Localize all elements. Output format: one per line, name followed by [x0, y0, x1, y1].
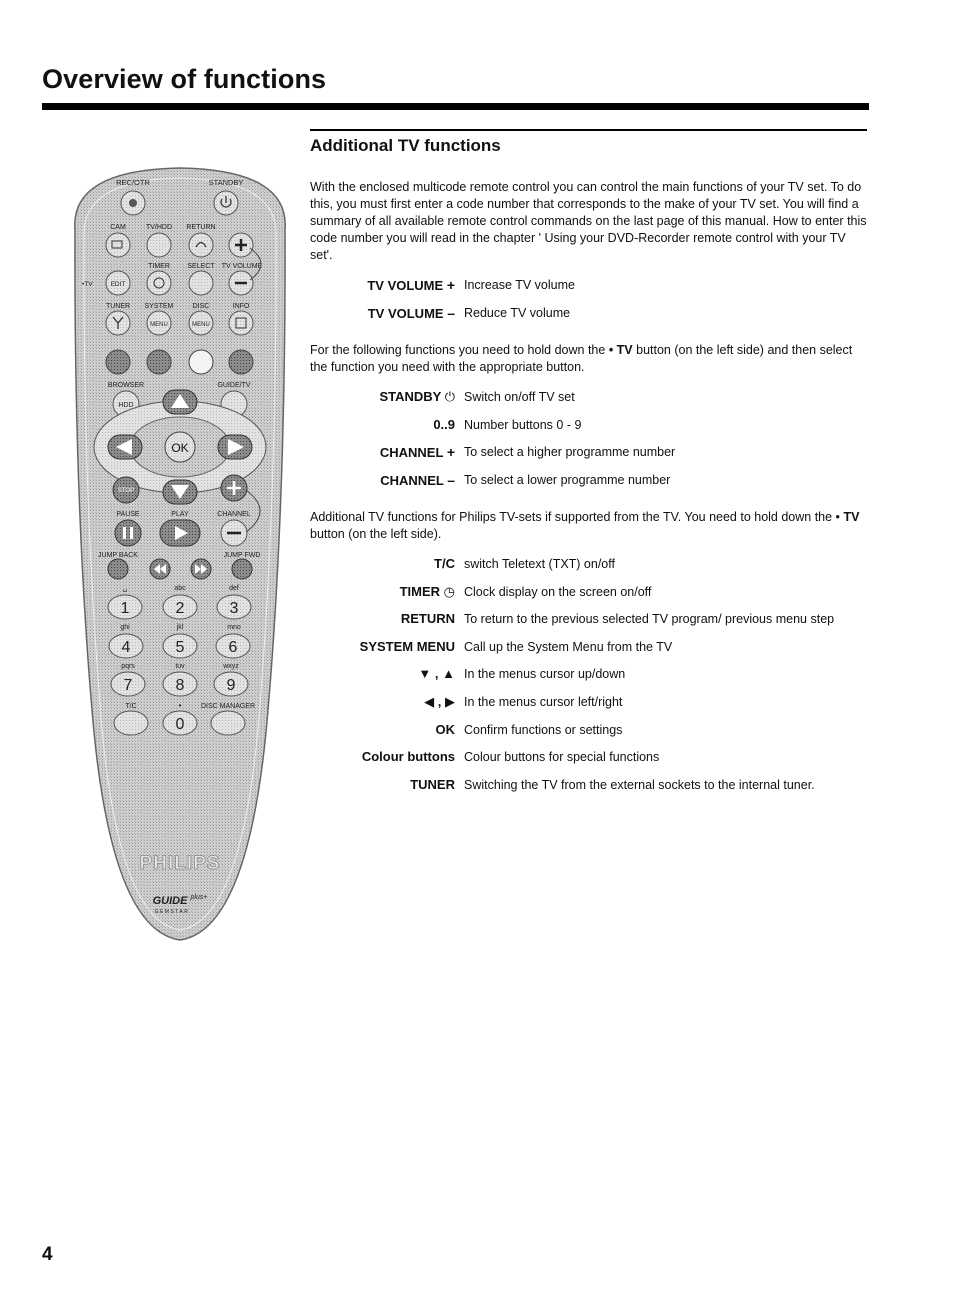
- timer-button: [147, 271, 171, 295]
- cursor-up-down-icon: ▼ , ▲: [418, 666, 455, 681]
- plus-icon: +: [446, 444, 455, 460]
- function-desc: Reduce TV volume: [464, 306, 571, 320]
- svg-text:wxyz: wxyz: [223, 663, 239, 670]
- function-row: [300, 693, 870, 713]
- function-desc: To select a lower programme number: [464, 473, 671, 487]
- function-key: TV VOLUME –: [367, 305, 455, 321]
- function-desc: switch Teletext (TXT) on/off: [464, 557, 615, 571]
- function-desc: Clock display on the screen on/off: [464, 585, 652, 599]
- svg-text:9: 9: [226, 677, 236, 694]
- remote-control-illustration: [60, 150, 300, 950]
- svg-text:2: 2: [175, 600, 185, 617]
- tv-hdd-button: [147, 233, 171, 257]
- svg-text:DISC: DISC: [192, 303, 210, 310]
- disc-manager-button: [211, 711, 245, 735]
- intro-paragraph: With the enclosed multicode remote control you can control the main functions of your TV set. To do this, you must first enter a code number that corresponds to the make of your TV set. You will find a summary of all available remote control commands on the last page of this manual. How to enter this code number you will read in the chapter ' Using your DVD-Recorder remote control with your TV set'.: [310, 180, 867, 262]
- philips-tv-note: Additional TV functions for Philips TV-sets if supported from the TV. You need to hold down the • TV button (on the left side).: [310, 510, 860, 541]
- svg-text:def: def: [229, 585, 239, 592]
- svg-text:GEMSTAR: GEMSTAR: [154, 909, 190, 915]
- svg-text:•: •: [178, 701, 182, 710]
- function-key: CHANNEL +: [379, 444, 455, 460]
- svg-text:MENU: MENU: [192, 322, 210, 328]
- function-row: [300, 665, 870, 685]
- remote-label-standby: STANDBY: [208, 178, 244, 187]
- info-button: [229, 311, 253, 335]
- function-key: T/C: [434, 556, 455, 571]
- function-row: [300, 471, 870, 491]
- colour-button-green: [147, 350, 171, 374]
- pause-button: [115, 520, 141, 546]
- svg-text:4: 4: [121, 639, 131, 656]
- jump-back-button: [108, 559, 128, 579]
- function-row: [300, 304, 870, 324]
- colour-button-red: [106, 350, 130, 374]
- svg-text:PLAY: PLAY: [171, 511, 189, 518]
- function-desc: Switching the TV from the external sockets to the internal tuner.: [464, 778, 815, 792]
- return-button: [189, 233, 213, 257]
- svg-text:mno: mno: [227, 624, 241, 631]
- guide-plus-logo: GUIDE: [152, 895, 188, 907]
- title-rule: [42, 103, 869, 110]
- function-key: RETURN: [400, 611, 455, 626]
- svg-text:PAUSE: PAUSE: [116, 511, 140, 518]
- svg-text:1: 1: [120, 600, 130, 617]
- section-rule: [310, 129, 867, 131]
- function-desc: To return to the previous selected TV program/ previous menu step: [464, 612, 835, 626]
- function-desc: Increase TV volume: [464, 278, 575, 292]
- minus-icon: –: [447, 472, 455, 488]
- function-desc: In the menus cursor up/down: [464, 667, 626, 681]
- function-desc: Colour buttons for special functions: [464, 750, 660, 764]
- svg-text:OK: OK: [171, 441, 189, 455]
- svg-text:7: 7: [123, 677, 133, 694]
- function-key: STANDBY ⏻: [379, 389, 455, 404]
- function-row: [300, 555, 870, 575]
- svg-text:jkl: jkl: [176, 624, 184, 631]
- svg-text:pqrs: pqrs: [121, 663, 135, 670]
- svg-text:JUMP FWD: JUMP FWD: [223, 552, 261, 559]
- svg-text:3: 3: [229, 600, 239, 617]
- minus-icon: –: [447, 305, 455, 321]
- function-desc: In the menus cursor left/right: [464, 695, 623, 709]
- tc-button: [114, 711, 148, 735]
- svg-text:SYSTEM: SYSTEM: [144, 303, 174, 310]
- function-row: [300, 443, 870, 463]
- svg-text:␣: ␣: [122, 585, 128, 592]
- section-heading: Additional TV functions: [310, 136, 501, 155]
- function-row: [300, 388, 870, 408]
- clock-icon: ◷: [443, 584, 455, 599]
- svg-text:TUNER: TUNER: [105, 303, 131, 310]
- function-row: [300, 638, 870, 658]
- jump-fwd-button: [232, 559, 252, 579]
- svg-text:5: 5: [175, 639, 185, 656]
- svg-text:JUMP BACK: JUMP BACK: [98, 552, 138, 559]
- svg-text:TIMER: TIMER: [148, 263, 170, 270]
- svg-text:TV VOLUME: TV VOLUME: [221, 263, 263, 270]
- function-key: TUNER: [410, 777, 455, 792]
- cam-button: [106, 233, 130, 257]
- function-row: [300, 748, 870, 768]
- colour-button-blue: [229, 350, 253, 374]
- svg-text:ghi: ghi: [120, 624, 130, 631]
- function-row: [300, 416, 870, 436]
- svg-text:EDIT: EDIT: [110, 281, 126, 288]
- page-title: Overview of functions: [42, 64, 327, 94]
- svg-text:BROWSER: BROWSER: [107, 382, 145, 389]
- function-row: [300, 583, 870, 603]
- function-desc: Confirm functions or settings: [464, 723, 623, 737]
- function-key: OK: [435, 722, 455, 737]
- function-desc: Switch on/off TV set: [464, 390, 575, 404]
- function-row: [300, 610, 870, 630]
- svg-text:TV/HDD: TV/HDD: [145, 224, 173, 231]
- tv-side-label: •TV: [82, 281, 93, 288]
- svg-text:GUIDE/TV: GUIDE/TV: [217, 382, 251, 389]
- cursor-left-right-icon: ◀ , ▶: [424, 694, 455, 709]
- svg-text:CAM: CAM: [110, 224, 126, 231]
- plus-icon: +: [446, 277, 455, 293]
- svg-text:STOP: STOP: [117, 488, 135, 494]
- svg-text:HDD: HDD: [118, 402, 134, 409]
- svg-text:T/C: T/C: [125, 703, 137, 710]
- function-desc: Call up the System Menu from the TV: [464, 640, 673, 654]
- remote-label-rec-otr: REC/OTR: [116, 178, 150, 187]
- function-row: [300, 721, 870, 741]
- colour-button-yellow: [189, 350, 213, 374]
- svg-text:8: 8: [175, 677, 185, 694]
- svg-text:RETURN: RETURN: [186, 224, 216, 231]
- svg-text:abc: abc: [174, 585, 186, 592]
- function-desc: Number buttons 0 - 9: [464, 418, 582, 432]
- svg-text:DISC MANAGER: DISC MANAGER: [200, 703, 256, 710]
- function-key: Colour buttons: [361, 749, 455, 764]
- function-row: [300, 776, 870, 796]
- svg-text:6: 6: [228, 639, 238, 656]
- svg-text:MENU: MENU: [150, 322, 168, 328]
- svg-text:plus+: plus+: [190, 894, 208, 901]
- philips-logo: PHILIPS: [139, 853, 221, 874]
- page-number: 4: [42, 1244, 53, 1265]
- function-row: [300, 276, 870, 296]
- svg-text:INFO: INFO: [232, 303, 250, 310]
- function-key: CHANNEL –: [380, 472, 455, 488]
- svg-text:tuv: tuv: [175, 663, 185, 670]
- svg-text:SELECT: SELECT: [187, 263, 215, 270]
- function-key: SYSTEM MENU: [359, 639, 455, 654]
- hold-tv-note: For the following functions you need to hold down the • TV button (on the left side) and then select the function you need with the appropriate button.: [310, 343, 853, 374]
- function-desc: To select a higher programme number: [464, 445, 676, 459]
- power-icon: ⏻: [444, 389, 455, 404]
- svg-text:CHANNEL: CHANNEL: [217, 511, 251, 518]
- select-button: [189, 271, 213, 295]
- function-key: TIMER ◷: [399, 584, 455, 599]
- function-key: TV VOLUME +: [367, 277, 455, 293]
- function-key: 0..9: [433, 417, 455, 432]
- svg-text:0: 0: [175, 716, 185, 733]
